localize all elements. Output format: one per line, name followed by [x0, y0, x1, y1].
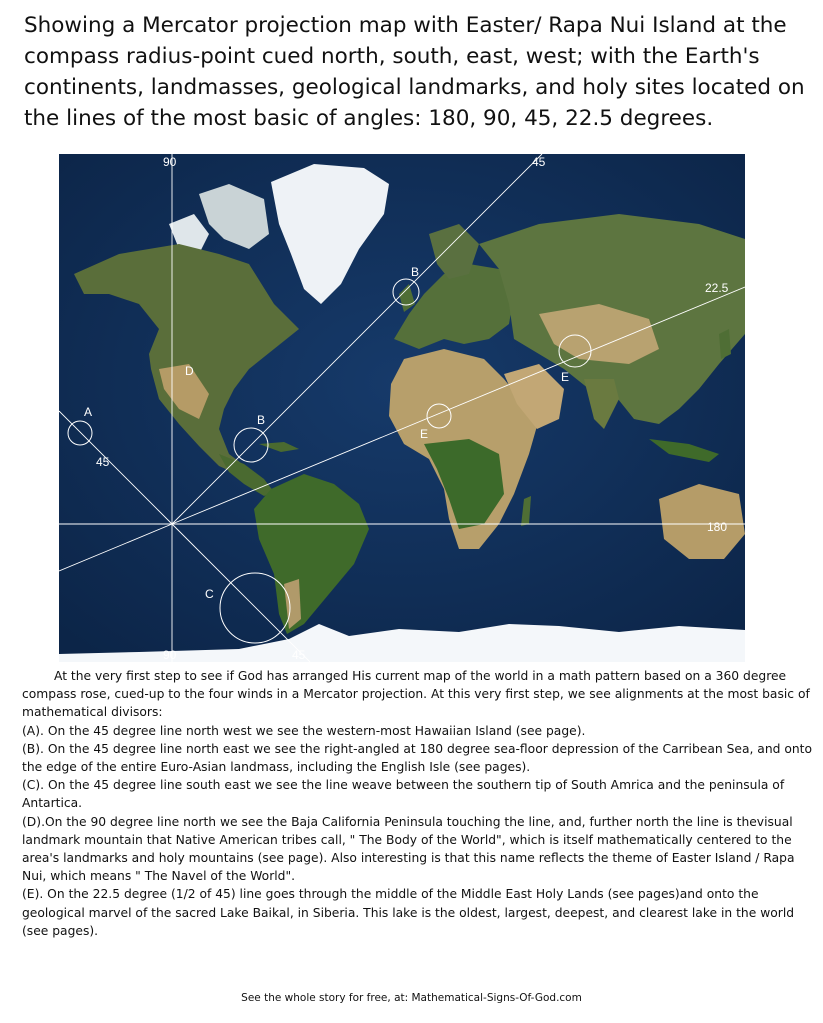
label-e-siberia: E: [561, 370, 570, 384]
page-title: Showing a Mercator projection map with Easter/ Rapa Nui Island at the compass radius-point cued north, south, east, west; with the Earth's continents, landmasses, geological landmarks, and holy sites located on the lines of the most basic of angles: 180, 90, 45, 22.5 degrees.: [24, 13, 805, 131]
label-b-caribbean: B: [257, 413, 266, 427]
description-a: (A). On the 45 degree line north west we see the western-most Hawaiian Island (see page).: [22, 723, 586, 738]
label-a: A: [84, 405, 93, 419]
label-top-45: 45: [532, 155, 546, 169]
description: [22, 667, 812, 940]
label-top-90: 90: [163, 155, 177, 169]
label-bottom-90: 90: [163, 648, 177, 662]
label-b-north: B: [411, 265, 420, 279]
description-e: (E). On the 22.5 degree (1/2 of 45) line goes through the middle of the Middle East Holy Lands (see pages)and onto the geological marvel of the sacred Lake Baikal, in Siberia. This lake is the oldest, largest, deepest, and clearest lake in the world (see pages).: [22, 887, 795, 938]
label-e-mideast: E: [420, 427, 429, 441]
description-d: (D).On the 90 degree line north we see the Baja California Peninsula touching the line, and, further north the line is thevisual landmark mountain that Native American tribes call, " The Body of the World", which is itself mathematically centered to the area's landmarks and holy mountains (see page). Also interesting is that this name reflects the theme of Easter Island / Rapa Nui, which means " The Navel of the World".: [22, 814, 795, 884]
label-22-5: 22.5: [705, 281, 729, 295]
description-b: (B). On the 45 degree line north east we see the right-angled at 180 degree sea-floor depression of the Carribean Sea, and onto the edge of the entire Euro-Asian landmass, including the English Isle (see pages).: [22, 741, 812, 775]
label-c: C: [205, 587, 214, 601]
label-left-45: 45: [96, 455, 110, 469]
label-bottom-45: 45: [292, 648, 306, 662]
mercator-world-map: [59, 154, 745, 662]
label-d: D: [185, 364, 194, 378]
description-intro: At the very first step to see if God has arranged His current map of the world in a math pattern based on a 360 degree compass rose, cued-up to the four winds in a Mercator projection. At this very first step, we see alignments at the most basic of mathematical divisors:: [22, 669, 810, 720]
label-180: 180: [707, 520, 728, 534]
description-c: (C). On the 45 degree line south east we see the line weave between the southern tip of South Amrica and the peninsula of Antartica.: [22, 778, 785, 811]
footer-link-text: See the whole story for free, at: Mathematical-Signs-Of-God.com: [241, 992, 582, 1004]
